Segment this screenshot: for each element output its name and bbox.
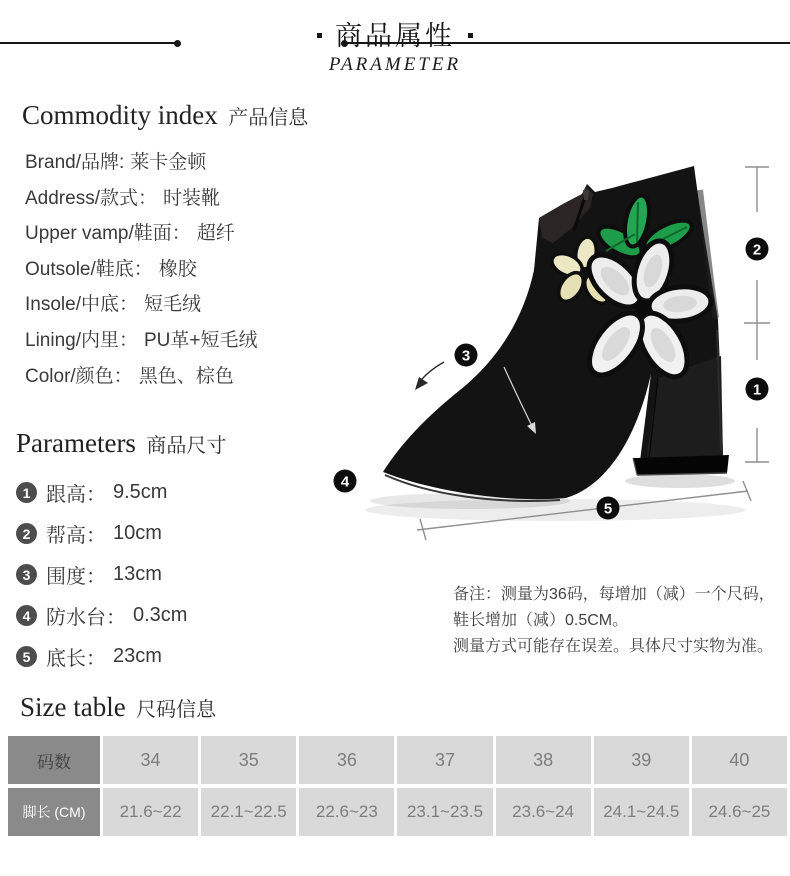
- parameters-title-en: Parameters: [16, 428, 136, 458]
- callout-1-number: 1: [752, 381, 762, 399]
- girth-arrowhead-icon: [415, 377, 428, 390]
- attribute-row-brand: [25, 145, 308, 181]
- size-cell: 36: [299, 736, 394, 784]
- page-subtitle: PARAMETER: [328, 54, 462, 75]
- parameters-title: [16, 428, 226, 459]
- footlength-row-header: 脚长 (CM): [8, 788, 100, 836]
- attribute-label: Lining/内里：: [25, 329, 138, 351]
- parameter-row-girth: [16, 554, 226, 595]
- attribute-row-color: [25, 359, 308, 395]
- attribute-value: 橡胶: [158, 258, 197, 280]
- parameter-row-platform: [16, 595, 226, 636]
- callout-3-number: 3: [461, 347, 471, 365]
- callout-3: [455, 344, 478, 367]
- attribute-value: 短毛绒: [143, 294, 201, 316]
- callout-4-number: 4: [340, 473, 350, 491]
- attribute-row-insole: [25, 287, 308, 323]
- attribute-value: 莱卡金顿: [130, 152, 207, 173]
- product-figure: [320, 150, 790, 570]
- attribute-label: Brand/品牌:: [25, 152, 125, 173]
- attribute-label: Color/颜色：: [25, 365, 133, 387]
- footlength-cell: 22.1~22.5: [201, 788, 296, 836]
- page-header: [0, 14, 790, 76]
- number-badge-icon: 3: [16, 564, 37, 585]
- title-square-right-icon: [468, 33, 473, 38]
- measurement-note: [453, 582, 788, 660]
- parameter-label: 跟高：: [46, 484, 106, 506]
- callout-1: [746, 378, 769, 401]
- size-table-title-en: Size table: [20, 692, 126, 722]
- footlength-cell: 24.1~24.5: [594, 788, 689, 836]
- note-line: 测量方式可能存在误差。具体尺寸实物为准。: [453, 638, 774, 655]
- footlength-cell: 23.1~23.5: [397, 788, 492, 836]
- parameter-value: 0.3cm: [133, 604, 188, 626]
- parameter-row-sole-length: [16, 636, 226, 677]
- footlength-cell: 24.6~25: [692, 788, 787, 836]
- callout-2-number: 2: [752, 241, 762, 259]
- size-cell: 35: [201, 736, 296, 784]
- footlength-cell: 22.6~23: [299, 788, 394, 836]
- parameter-label: 围度：: [46, 566, 106, 588]
- size-table: [8, 736, 787, 836]
- commodity-section: [22, 100, 308, 394]
- callout-4: [334, 470, 357, 493]
- parameter-list: [16, 472, 226, 677]
- attribute-value: 超纤: [196, 223, 235, 245]
- parameter-label: 底长：: [46, 648, 106, 670]
- callout-5-number: 5: [603, 500, 613, 518]
- size-cell: 34: [103, 736, 198, 784]
- parameter-value: 10cm: [113, 522, 162, 544]
- size-table-title: [20, 692, 787, 723]
- attribute-row-vamp: [25, 216, 308, 252]
- size-cell: 39: [594, 736, 689, 784]
- callout-5: [597, 497, 620, 520]
- callout-2: [746, 238, 769, 261]
- attribute-value: PU革+短毛绒: [144, 329, 258, 351]
- attribute-row-lining: [25, 323, 308, 359]
- size-table-title-cn: 尺码信息: [136, 699, 217, 721]
- number-badge-icon: 1: [16, 482, 37, 503]
- number-badge-icon: 4: [16, 605, 37, 626]
- parameter-row-heel-height: [16, 472, 226, 513]
- parameter-value: 9.5cm: [113, 481, 168, 503]
- footlength-cell: 23.6~24: [496, 788, 591, 836]
- attribute-value: 黑色、棕色: [138, 365, 234, 387]
- number-badge-icon: 2: [16, 523, 37, 544]
- parameter-value: 13cm: [113, 563, 162, 585]
- attribute-row-outsole: [25, 252, 308, 288]
- size-cell: 40: [692, 736, 787, 784]
- attribute-label: Insole/中底：: [25, 294, 138, 316]
- parameter-label: 帮高：: [46, 525, 106, 547]
- parameters-section: [16, 428, 226, 677]
- commodity-title-en: Commodity index: [22, 100, 218, 130]
- note-line: 备注：测量为36码，每增加（减）一个尺码，: [453, 586, 775, 603]
- parameters-title-cn: 商品尺寸: [146, 435, 227, 457]
- size-cell: 37: [397, 736, 492, 784]
- title-square-left-icon: [317, 33, 322, 38]
- commodity-title-cn: 产品信息: [228, 107, 309, 129]
- parameter-row-shaft-height: [16, 513, 226, 554]
- heel-top-lift: [633, 455, 729, 475]
- attribute-value: 时装靴: [162, 187, 220, 209]
- size-table-section: [8, 692, 787, 836]
- parameter-label: 防水台：: [46, 607, 126, 629]
- note-line: 鞋长增加（减）0.5CM。: [453, 612, 629, 629]
- boot-illustration: [320, 150, 790, 570]
- size-cell: 38: [496, 736, 591, 784]
- footlength-cell: 21.6~22: [103, 788, 198, 836]
- attribute-list: [22, 145, 308, 394]
- number-badge-icon: 5: [16, 646, 37, 667]
- attribute-label: Outsole/鞋底：: [25, 258, 153, 280]
- size-row-header: 码数: [8, 736, 100, 784]
- attribute-label: Upper vamp/鞋面：: [25, 223, 191, 245]
- attribute-row-style: [25, 181, 308, 217]
- commodity-title: [22, 100, 308, 131]
- parameter-value: 23cm: [113, 645, 162, 667]
- page-title: 商品属性: [335, 21, 455, 51]
- attribute-label: Address/款式：: [25, 187, 157, 209]
